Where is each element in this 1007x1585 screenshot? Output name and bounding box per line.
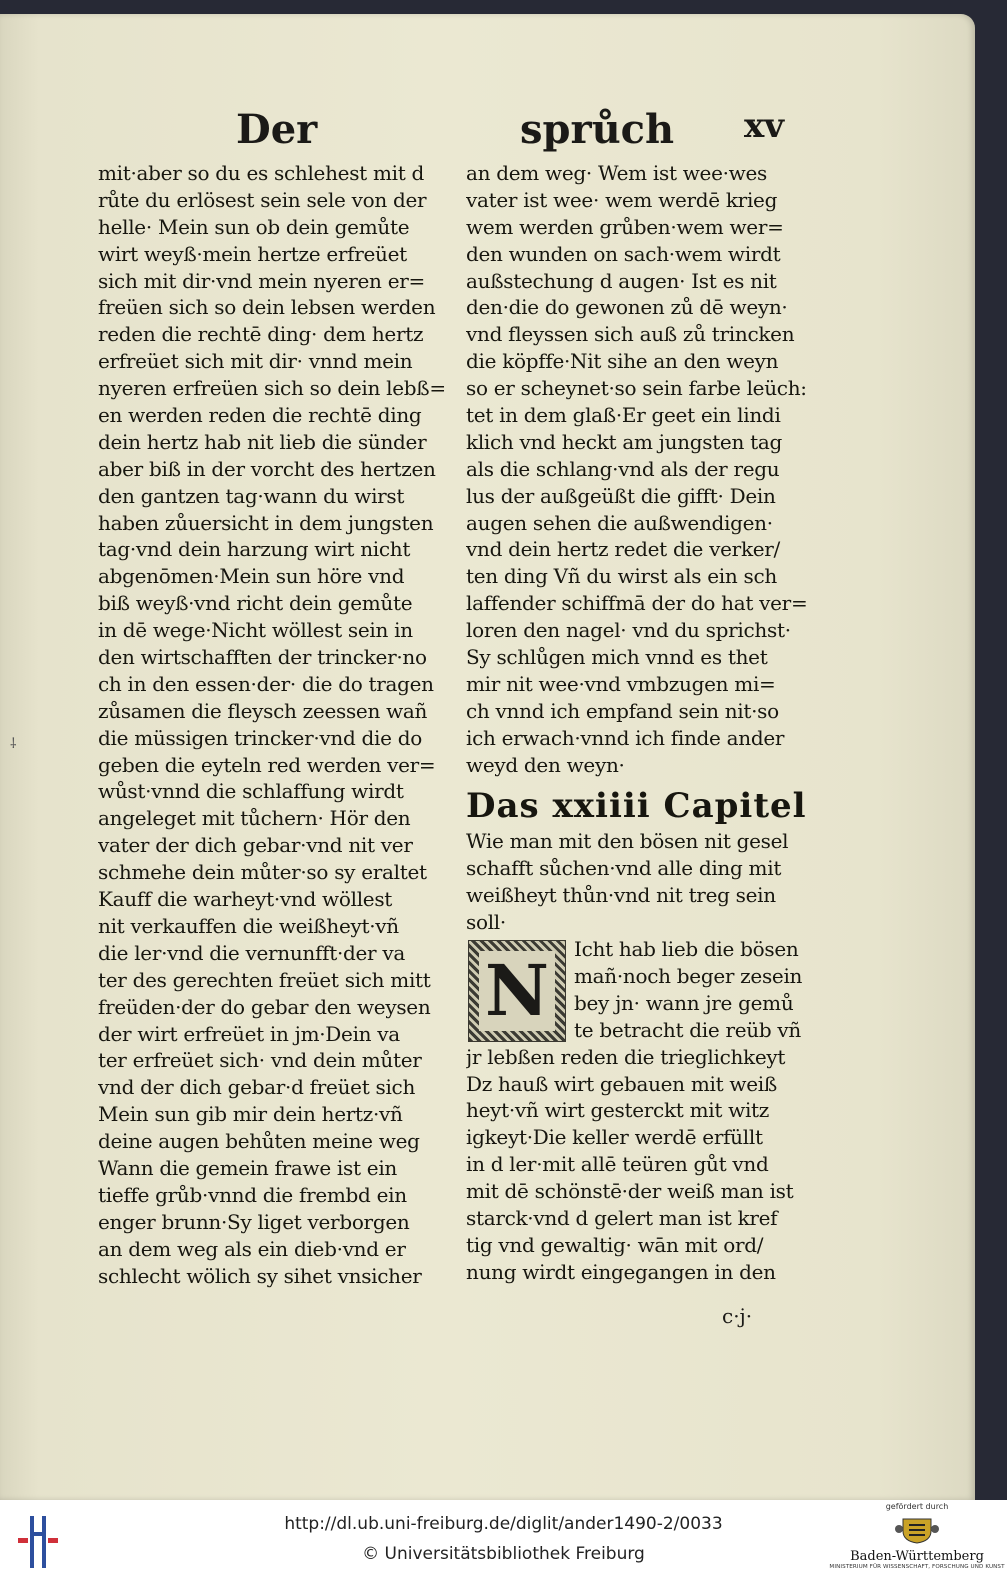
sponsor-label: gefördert durch [885, 1502, 949, 1511]
text-line: en werden reden die rechtē ding [98, 403, 422, 428]
text-line: Wie man mit den bösen nit gesel [466, 829, 789, 854]
text-line: in d ler·mit allē teüren gůt vnd [466, 1152, 769, 1177]
text-line: schmehe dein můter·so sy eraltet [98, 860, 427, 885]
text-line: freüen sich so dein lebsen werden [98, 295, 436, 320]
text-line: der wirt erfreüet in jm·Dein va [98, 1021, 400, 1046]
left-text-column [98, 160, 458, 1289]
initial-paragraph [466, 936, 826, 1044]
running-head-left: Der [236, 106, 318, 153]
text-line: so er scheynet·so sein farbe leüch: [466, 376, 807, 401]
sponsor-name: Baden-Württemberg [850, 1549, 984, 1564]
text-line: loren den nagel· vnd du sprichst· [466, 618, 791, 643]
right-column-text [466, 160, 826, 778]
footer-bar [0, 1500, 1007, 1585]
text-line: ten ding Vñ du wirst als ein sch [466, 564, 777, 589]
text-line: ch in den essen·der· die do tragen [98, 671, 434, 696]
chapter-title: Das xxiiii Capitel [466, 786, 807, 827]
text-line: schlecht wölich sy sihet vnsicher [98, 1263, 422, 1288]
text-line: haben zůuersicht in dem jungsten [98, 510, 434, 535]
book-page [0, 14, 975, 1500]
text-line: die ler·vnd die vernunfft·der va [98, 940, 405, 965]
sponsor-ministry: MINISTERIUM FÜR WISSENSCHAFT, FORSCHUNG UND KUNST [829, 1564, 1005, 1570]
text-line: laffender schiffmā der do hat ver= [466, 591, 808, 616]
text-line: an dem weg· Wem ist wee·wes [466, 161, 768, 185]
source-url[interactable]: http://dl.ub.uni-freiburg.de/diglit/ander1490-2/0033 [284, 1514, 723, 1534]
text-line: heyt·vñ wirt gesterckt mit witz [466, 1098, 770, 1123]
text-line: biß weyß·vnd richt dein gemůte [98, 591, 413, 616]
text-line: die müssigen trincker·vnd die do [98, 725, 422, 750]
text-line: als die schlang·vnd als der regu [466, 456, 780, 481]
text-line: igkeyt·Die keller werdē erfüllt [466, 1125, 763, 1150]
text-line: Kauff die warheyt·vnd wöllest [98, 887, 393, 912]
text-line: wirt weyß·mein hertze erfreüet [98, 241, 407, 266]
text-line: den wunden on sach·wem wirdt [466, 241, 781, 266]
text-line: nyeren erfreüen sich so dein lebß= [98, 376, 446, 401]
text-line: nit verkauffen die weißheyt·vñ [98, 913, 399, 938]
text-line: vnd dein hertz redet die verker/ [466, 537, 780, 562]
crest-icon [895, 1515, 939, 1545]
text-line: ter erfreüet sich· vnd dein můter [98, 1048, 422, 1073]
text-line: reden die rechtē ding· dem hertz [98, 322, 424, 347]
text-line: an dem weg als ein dieb·vnd er [98, 1236, 406, 1261]
text-line: tig vnd gewaltig· wān mit ord/ [466, 1232, 764, 1257]
text-line: abgenōmen·Mein sun höre vnd [98, 564, 405, 589]
text-line: enger brunn·Sy liget verborgen [98, 1209, 410, 1234]
text-line: den wirtschafften der trincker·no [98, 645, 427, 670]
text-line: mañ·noch beger zesein [574, 963, 803, 988]
text-line: nung wirdt eingegangen in den [466, 1259, 776, 1284]
running-head-middle: sprůch [520, 106, 675, 153]
text-line: soll· [466, 910, 506, 935]
initial-letter: N [479, 951, 555, 1031]
margin-mark: ⸸ [10, 736, 17, 752]
text-line: te betracht die reüb vñ [574, 1017, 801, 1042]
text-line: tag·vnd dein harzung wirt nicht [98, 537, 411, 562]
text-line: Mein sun gib mir dein hertz·vñ [98, 1102, 403, 1127]
sponsor-block [828, 1502, 1006, 1570]
text-line: sich mit dir·vnd mein nyeren er= [98, 268, 425, 293]
text-line: weyd den weyn· [466, 752, 625, 777]
text-line: vnd fleyssen sich auß zů trincken [466, 322, 795, 347]
text-line: den gantzen tag·wann du wirst [98, 483, 405, 508]
text-line: mit dē schönstē·der weiß man ist [466, 1179, 794, 1204]
chapter-body [466, 1044, 826, 1286]
text-line: bey jn· wann jre gemů [574, 990, 794, 1015]
text-line: tet in dem glaß·Er geet ein lindi [466, 403, 781, 428]
text-line: schafft sůchen·vnd alle ding mit [466, 856, 782, 881]
text-line: geben die eyteln red werden ver= [98, 752, 436, 777]
text-line: ch vnnd ich empfand sein nit·so [466, 698, 779, 723]
text-line: starck·vnd d gelert man ist kref [466, 1205, 778, 1230]
text-line: lus der außgeüßt die gifft· Dein [466, 483, 776, 508]
text-line: ter des gerechten freüet sich mitt [98, 967, 431, 992]
text-line: růte du erlösest sein sele von der [98, 187, 427, 212]
text-line: deine augen behůten meine weg [98, 1129, 420, 1154]
text-line: mit·aber so du es schlehest mit d [98, 161, 425, 185]
text-line: tieffe grůb·vnnd die frembd ein [98, 1182, 407, 1207]
right-text-column [466, 160, 826, 1286]
text-line: aber biß in der vorcht des hertzen [98, 456, 436, 481]
text-line: zůsamen die fleysch zeessen wañ [98, 698, 428, 723]
text-line: freüden·der do gebar den weysen [98, 994, 431, 1019]
copyright-notice: © Universitätsbibliothek Freiburg [362, 1544, 645, 1564]
text-line: vater ist wee· wem werdē krieg [466, 187, 778, 212]
folio-number: xv [744, 106, 785, 146]
text-line: Icht hab lieb die bösen [574, 937, 799, 962]
text-line: wem werden grůben·wem wer= [466, 214, 784, 239]
text-line: wůst·vnnd die schlaffung wirdt [98, 779, 404, 804]
chapter-summary [466, 828, 826, 936]
text-line: außstechung d augen· Ist es nit [466, 268, 777, 293]
text-line: ich erwach·vnnd ich finde ander [466, 725, 785, 750]
decorated-initial [468, 940, 566, 1042]
text-line: Dz hauß wirt gebauen mit weiß [466, 1071, 777, 1096]
text-line: vater der dich gebar·vnd nit ver [98, 833, 413, 858]
text-line: klich vnd heckt am jungsten tag [466, 429, 782, 454]
text-line: in dē wege·Nicht wöllest sein in [98, 618, 413, 643]
text-line: weißheyt thůn·vnd nit treg sein [466, 883, 776, 908]
text-line: die köpffe·Nit sihe an den weyn [466, 349, 779, 374]
signature-mark: c·j· [722, 1304, 753, 1328]
text-line: Sy schlůgen mich vnnd es thet [466, 645, 768, 670]
text-line: jr lebßen reden die trieglichkeyt [466, 1044, 786, 1069]
text-line: Wann die gemein frawe ist ein [98, 1155, 397, 1180]
text-line: helle· Mein sun ob dein gemůte [98, 214, 410, 239]
text-line: mir nit wee·vnd vmbzugen mi= [466, 671, 776, 696]
text-line: den·die do gewonen zů dē weyn· [466, 295, 788, 320]
text-line: dein hertz hab nit lieb die sünder [98, 429, 427, 454]
text-line: angeleget mit tůchern· Hör den [98, 806, 411, 831]
text-line: erfreüet sich mit dir· vnnd mein [98, 349, 413, 374]
text-line: vnd der dich gebar·d freüet sich [98, 1075, 416, 1100]
text-line: augen sehen die außwendigen· [466, 510, 773, 535]
